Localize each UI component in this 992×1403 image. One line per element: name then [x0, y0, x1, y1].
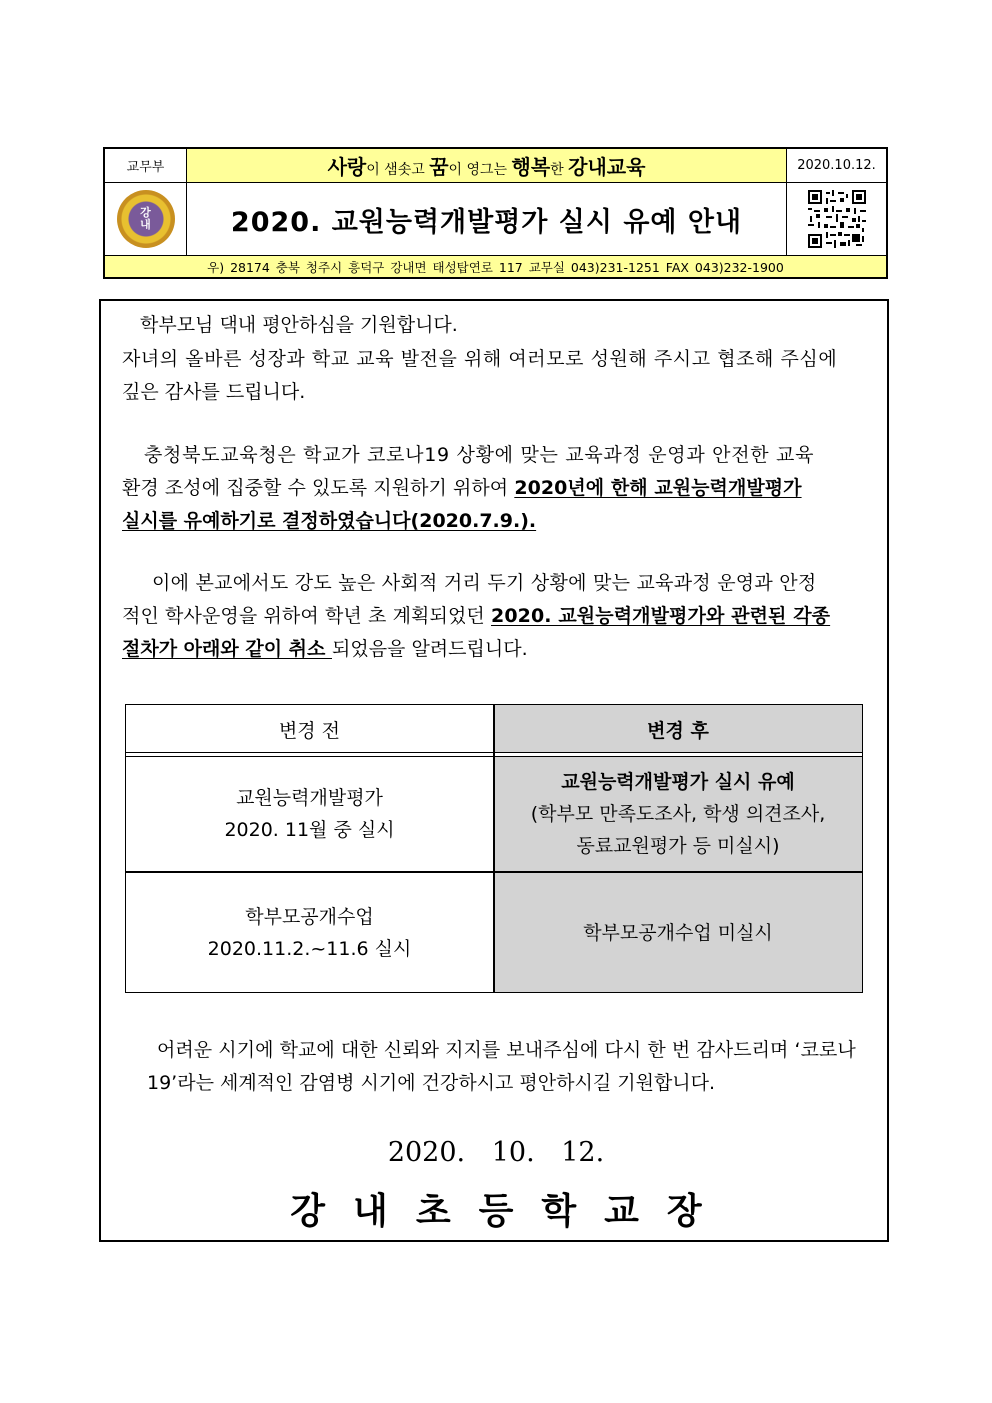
school-address: 우) 28174 충북 청주시 흥덕구 강내면 태성탑연로 117 교무실 043)231-1251 FAX 043)232-1900 [207, 259, 784, 275]
row-1-before-line-2: 2020. 11월 중 실시 [224, 819, 395, 841]
slogan-fragment-2: 이 영그는 [448, 162, 512, 178]
row-1-before [126, 757, 493, 871]
slogan [187, 149, 787, 182]
column-header-before: 변경 전 [278, 719, 341, 742]
emblem-text [140, 207, 151, 231]
row-1-before-line-1: 교원능력개발평가 [236, 787, 383, 809]
paragraph-3-line-1: 이에 본교에서도 강도 높은 사회적 거리 두기 상황에 맞는 교육과정 운영과 안정 [152, 572, 817, 594]
paragraph-3-line-3-text: 되었음을 알려드립니다. [332, 638, 528, 660]
paragraph-2-highlight-1: 2020년에 한해 교원능력개발평가 [514, 477, 802, 499]
emblem-text-2: 내 [140, 218, 151, 231]
issue-date: 2020. 10. 12. [387, 1137, 605, 1168]
slogan-fragment-3: 한 [550, 162, 569, 178]
paragraph-2-line-2-text: 환경 조성에 집중할 수 있도록 지원하기 위하여 [122, 477, 515, 499]
row-1-after-line-3: 동료교원평가 등 미실시) [576, 835, 780, 857]
signer-name: 강내초등학교장 [290, 1190, 730, 1232]
header-table [103, 147, 888, 279]
emblem-text-1: 강 [140, 206, 151, 219]
row-2-after [494, 873, 862, 992]
slogan-word-gangnae: 강내교육 [568, 155, 646, 179]
paragraph-2-line-3: 실시를 유예하기로 결정하였습니다(2020.7.9.). [122, 510, 537, 532]
row-1-after-line-2: (학부모 만족도조사, 학생 의견조사, [530, 803, 826, 825]
paragraph-2-line-2 [122, 472, 802, 505]
row-2-after-line-1: 학부모공개수업 미실시 [583, 921, 773, 944]
paragraph-3-highlight-2: 절차가 아래와 같이 취소 [122, 638, 332, 660]
header-row-title [105, 183, 886, 256]
paragraph-2-line-1: 충청북도교육청은 학교가 코로나19 상황에 맞는 교육과정 운영과 안전한 교육 [144, 444, 815, 466]
column-header-after: 변경 후 [494, 705, 862, 753]
slogan-text [328, 151, 646, 180]
greeting-line-3: 깊은 감사를 드립니다. [122, 381, 306, 403]
slogan-word-love: 사랑 [327, 155, 367, 179]
document-title: 2020. 교원능력개발평가 실시 유예 안내 [230, 206, 743, 238]
closing-line-1: 어려운 시기에 학교에 대한 신뢰와 지지를 보내주심에 다시 한 번 감사드리며 ‘코로나 [157, 1039, 856, 1061]
department-label: 교무부 [105, 149, 187, 182]
slogan-word-happy: 행복 [511, 155, 551, 179]
paragraph-3-line-3 [122, 633, 528, 666]
row-2-before [126, 873, 493, 992]
greeting-line-2: 자녀의 올바른 성장과 학교 교육 발전을 위해 여러모로 성원해 주시고 협조해 주심에 [122, 348, 838, 370]
slogan-fragment-1: 이 샘솟고 [366, 162, 430, 178]
row-1-after [494, 757, 862, 871]
header-row-address [105, 256, 886, 277]
header-row-slogan [105, 149, 886, 183]
paragraph-3-line-2 [122, 600, 830, 633]
qr-cell [787, 183, 886, 255]
school-emblem-icon [117, 190, 175, 248]
qr-code-icon [808, 190, 866, 248]
slogan-word-dream: 꿈 [429, 155, 449, 179]
closing-line-2: 19’라는 세계적인 감염병 시기에 건강하시고 평안하시길 기원합니다. [147, 1072, 716, 1094]
emblem-cell [105, 183, 187, 255]
column-divider [493, 705, 495, 992]
paragraph-3-line-2-text: 적인 학사운영을 위하여 학년 초 계획되었던 [122, 605, 492, 627]
title-cell [187, 183, 787, 255]
paragraph-3-highlight-1: 2020. 교원능력개발평가와 관련된 각종 [491, 605, 831, 627]
change-table [125, 704, 863, 993]
row-1-after-line-1: 교원능력개발평가 실시 유예 [561, 771, 795, 793]
greeting-line-1: 학부모님 댁내 평안하심을 기원합니다. [140, 314, 458, 336]
row-2-before-line-1: 학부모공개수업 [245, 905, 374, 928]
header-date: 2020.10.12. [797, 158, 876, 173]
row-2-before-line-2: 2020.11.2.~11.6 실시 [207, 937, 412, 960]
